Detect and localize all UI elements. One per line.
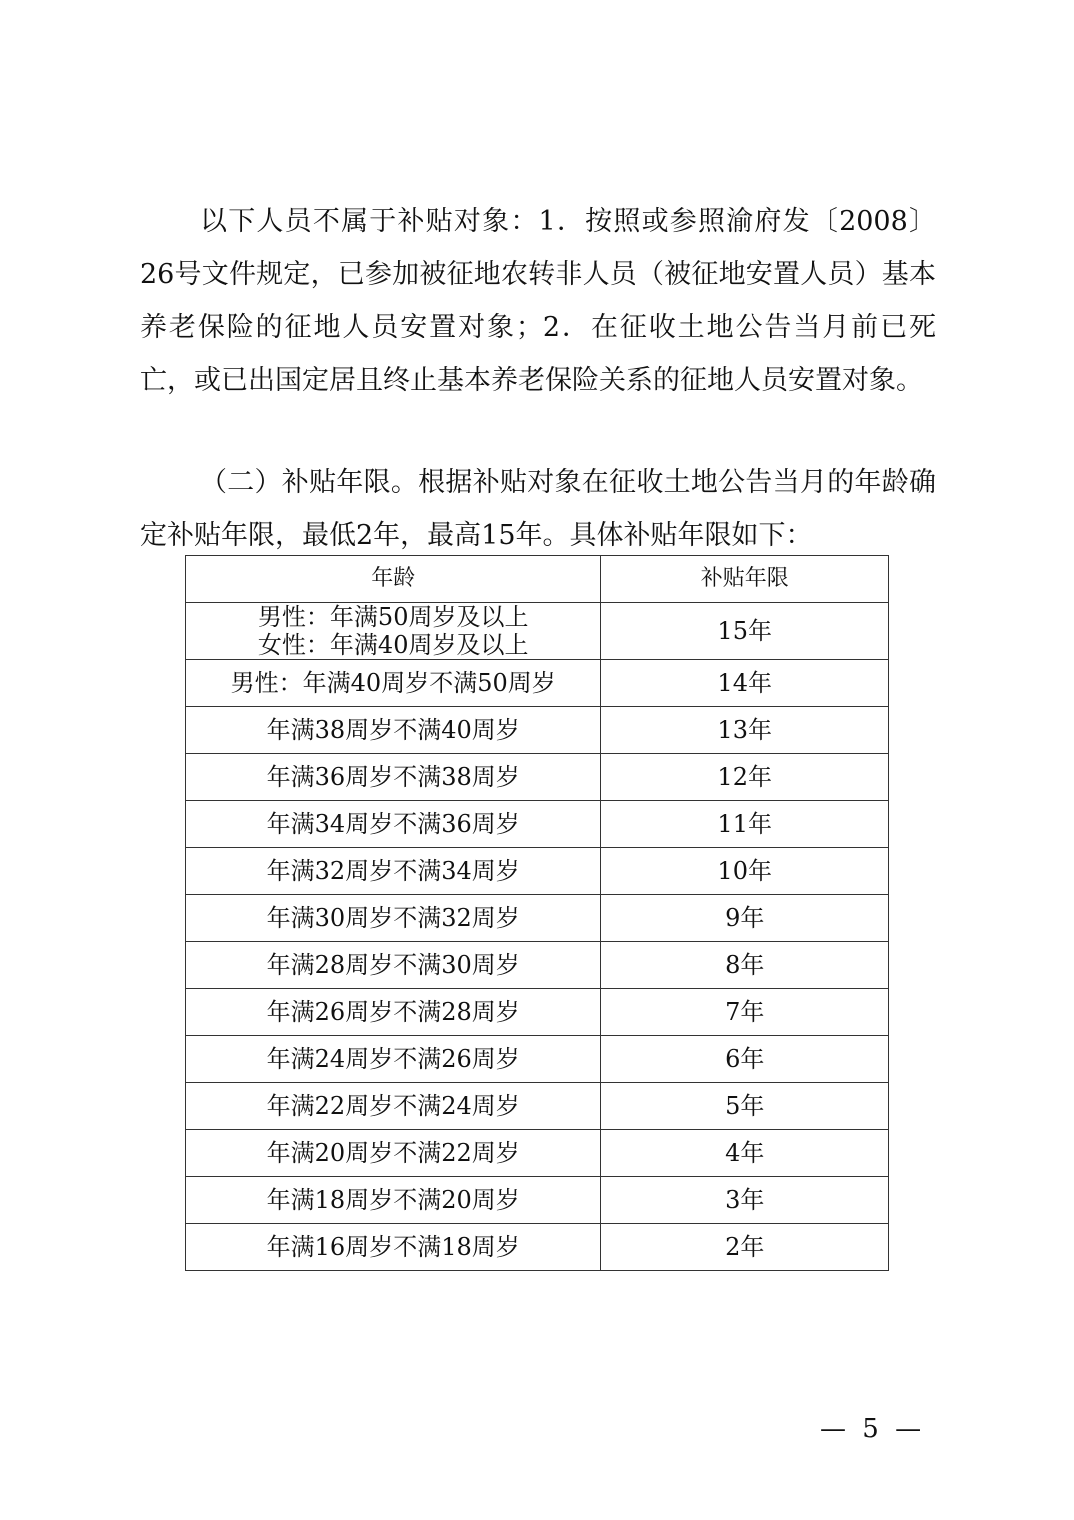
table-row [186,1130,889,1177]
section-heading: （二）补贴年限 [200,467,391,498]
table-header-row [186,556,889,603]
table-row [186,1036,889,1083]
age-cell: 年满16周岁不满18周岁 [186,1224,601,1271]
age-cell: 年满28周岁不满30周岁 [186,942,601,989]
table-row [186,1083,889,1130]
paragraph-subsidy-years [140,456,936,562]
age-cell: 年满22周岁不满24周岁 [186,1083,601,1130]
years-cell: 5年 [601,1083,889,1130]
table-row [186,660,889,707]
age-cell: 年满38周岁不满40周岁 [186,707,601,754]
table-row [186,754,889,801]
years-cell: 10年 [601,848,889,895]
age-cell: 年满20周岁不满22周岁 [186,1130,601,1177]
age-cell: 年满18周岁不满20周岁 [186,1177,601,1224]
column-header-age: 年龄 [186,556,601,603]
table-row [186,942,889,989]
years-cell: 15年 [601,603,889,660]
years-cell: 9年 [601,895,889,942]
age-cell: 年满36周岁不满38周岁 [186,754,601,801]
age-cell: 年满26周岁不满28周岁 [186,989,601,1036]
years-cell: 3年 [601,1177,889,1224]
table-row [186,848,889,895]
years-cell: 4年 [601,1130,889,1177]
age-cell: 年满30周岁不满32周岁 [186,895,601,942]
age-line-male: 男性：年满50周岁及以上 [257,603,529,631]
subsidy-years-table [185,555,889,1271]
years-cell: 6年 [601,1036,889,1083]
table-row [186,895,889,942]
years-cell: 2年 [601,1224,889,1271]
age-cell: 年满34周岁不满36周岁 [186,801,601,848]
table-row [186,603,889,660]
years-cell: 8年 [601,942,889,989]
age-cell: 年满32周岁不满34周岁 [186,848,601,895]
table-row [186,1224,889,1271]
years-cell: 7年 [601,989,889,1036]
table-row [186,801,889,848]
years-cell: 12年 [601,754,889,801]
age-cell: 年满24周岁不满26周岁 [186,1036,601,1083]
page-number: — 5 — [820,1414,926,1444]
age-cell: 男性：年满40周岁不满50周岁 [186,660,601,707]
table-row [186,707,889,754]
age-line-female: 女性：年满40周岁及以上 [257,631,529,659]
paragraph-exclusions: 以下人员不属于补贴对象：1．按照或参照渝府发〔2008〕26号文件规定，已参加被征地农转非人员（被征地安置人员）基本养老保险的征地人员安置对象；2．在征收土地公告当月前已死亡，或已出国定居且终止基本养老保险关系的征地人员安置对象。 [140,206,936,396]
age-cell [186,603,601,660]
paragraph-body: 。根据补贴对象在征收土地公告当月的年龄确定补贴年限，最低2年，最高15年。具体补贴年限如下： [140,467,937,551]
years-cell: 13年 [601,707,889,754]
years-cell: 11年 [601,801,889,848]
years-cell: 14年 [601,660,889,707]
column-header-years: 补贴年限 [601,556,889,603]
table-row [186,1177,889,1224]
table-row [186,989,889,1036]
